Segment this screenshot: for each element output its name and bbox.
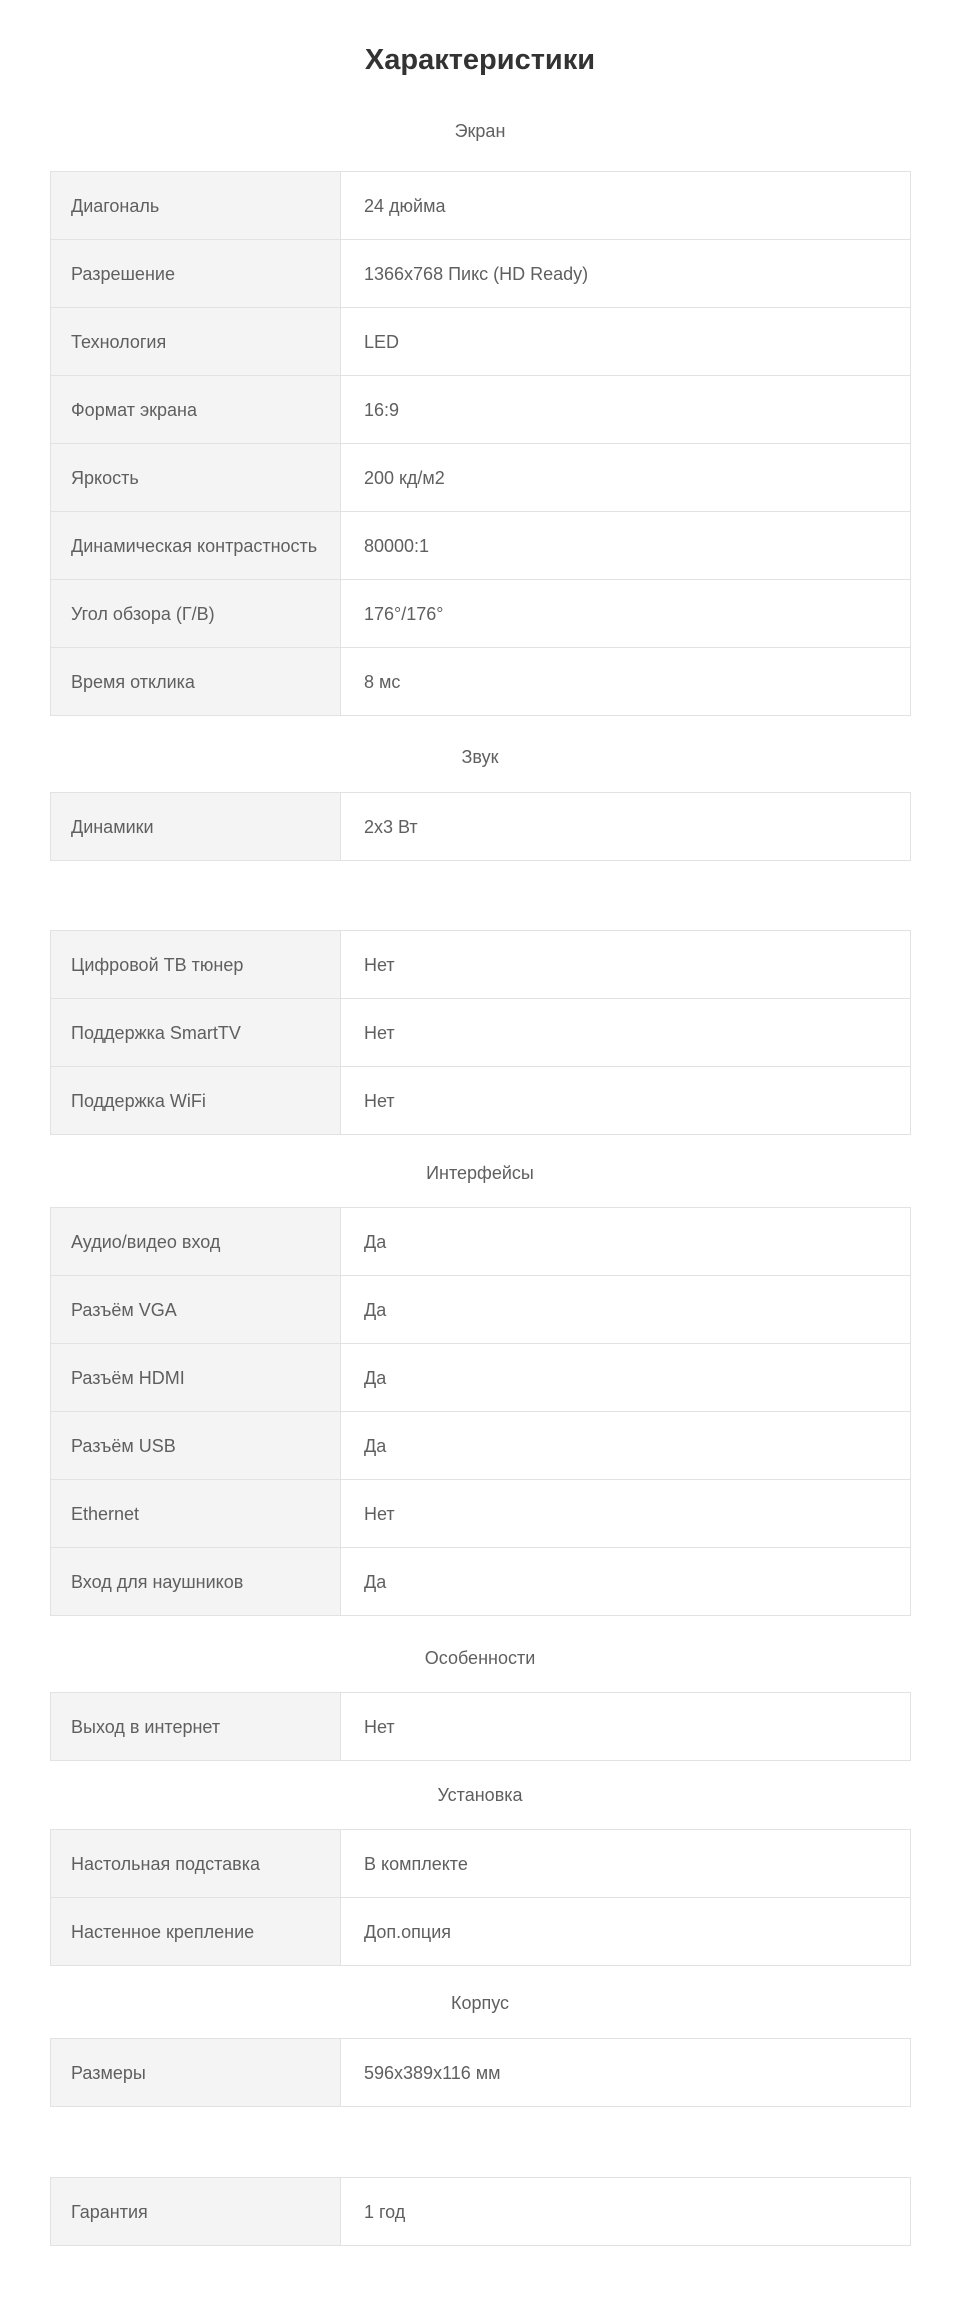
spec-label: Динамики	[51, 793, 341, 861]
table-row	[51, 2178, 911, 2246]
table-row	[51, 512, 911, 580]
spec-value: Нет	[341, 931, 911, 999]
spec-label: Цифровой ТВ тюнер	[51, 931, 341, 999]
spec-value: 596x389x116 мм	[341, 2039, 911, 2107]
spec-value: 2x3 Вт	[341, 793, 911, 861]
section-title-body: Корпус	[450, 1993, 510, 2013]
spec-value: Нет	[341, 1067, 911, 1135]
spec-label: Ethernet	[51, 1480, 341, 1548]
spec-value: 80000:1	[341, 512, 911, 580]
spec-value: 8 мс	[341, 648, 911, 716]
spec-table-tv-features	[50, 930, 911, 1135]
table-row	[51, 2039, 911, 2107]
spec-label: Настенное крепление	[51, 1898, 341, 1966]
table-row	[51, 1067, 911, 1135]
section-title-screen: Экран	[454, 121, 506, 141]
spec-label: Разрешение	[51, 240, 341, 308]
spec-value: Да	[341, 1548, 911, 1616]
table-row	[51, 1276, 911, 1344]
spec-value: Нет	[341, 1480, 911, 1548]
spec-label: Вход для наушников	[51, 1548, 341, 1616]
spec-label: Выход в интернет	[51, 1693, 341, 1761]
spec-value: 1366x768 Пикс (HD Ready)	[341, 240, 911, 308]
table-row	[51, 580, 911, 648]
spec-label: Разъём HDMI	[51, 1344, 341, 1412]
spec-table-installation	[50, 1829, 911, 1966]
spec-value: 176°/176°	[341, 580, 911, 648]
table-row	[51, 376, 911, 444]
table-row	[51, 1548, 911, 1616]
spec-table-body	[50, 2038, 911, 2107]
table-row	[51, 1344, 911, 1412]
spec-label: Аудио/видео вход	[51, 1208, 341, 1276]
spec-table-sound	[50, 792, 911, 861]
spec-label: Размеры	[51, 2039, 341, 2107]
spec-label: Формат экрана	[51, 376, 341, 444]
section-title-sound: Звук	[461, 747, 499, 767]
spec-value: Нет	[341, 1693, 911, 1761]
spec-value: 24 дюйма	[341, 172, 911, 240]
spec-label: Поддержка WiFi	[51, 1067, 341, 1135]
table-row	[51, 1898, 911, 1966]
spec-label: Диагональ	[51, 172, 341, 240]
spec-table-interfaces	[50, 1207, 911, 1616]
page-title: Характеристики	[364, 44, 596, 76]
spec-label: Настольная подставка	[51, 1830, 341, 1898]
spec-value: 16:9	[341, 376, 911, 444]
table-row	[51, 172, 911, 240]
table-row	[51, 999, 911, 1067]
spec-label: Угол обзора (Г/В)	[51, 580, 341, 648]
table-row	[51, 648, 911, 716]
table-row	[51, 444, 911, 512]
spec-value: 200 кд/м2	[341, 444, 911, 512]
spec-table-screen	[50, 171, 911, 716]
section-title-installation: Установка	[437, 1785, 523, 1805]
spec-value: Да	[341, 1344, 911, 1412]
spec-value: Доп.опция	[341, 1898, 911, 1966]
table-row	[51, 1693, 911, 1761]
spec-value: Да	[341, 1412, 911, 1480]
spec-value: Да	[341, 1208, 911, 1276]
table-row	[51, 240, 911, 308]
spec-label: Яркость	[51, 444, 341, 512]
spec-label: Гарантия	[51, 2178, 341, 2246]
spec-label: Время отклика	[51, 648, 341, 716]
table-row	[51, 308, 911, 376]
spec-label: Разъём VGA	[51, 1276, 341, 1344]
table-row	[51, 793, 911, 861]
section-title-interfaces: Интерфейсы	[426, 1163, 534, 1183]
table-row	[51, 1480, 911, 1548]
section-title-features: Особенности	[424, 1648, 536, 1668]
spec-value: В комплекте	[341, 1830, 911, 1898]
table-row	[51, 1208, 911, 1276]
table-row	[51, 931, 911, 999]
spec-label: Динамическая контрастность	[51, 512, 341, 580]
table-row	[51, 1830, 911, 1898]
spec-table-features	[50, 1692, 911, 1761]
spec-value: LED	[341, 308, 911, 376]
spec-table-warranty	[50, 2177, 911, 2246]
spec-value: Да	[341, 1276, 911, 1344]
spec-value: 1 год	[341, 2178, 911, 2246]
spec-value: Нет	[341, 999, 911, 1067]
spec-label: Поддержка SmartTV	[51, 999, 341, 1067]
spec-label: Технология	[51, 308, 341, 376]
table-row	[51, 1412, 911, 1480]
spec-label: Разъём USB	[51, 1412, 341, 1480]
